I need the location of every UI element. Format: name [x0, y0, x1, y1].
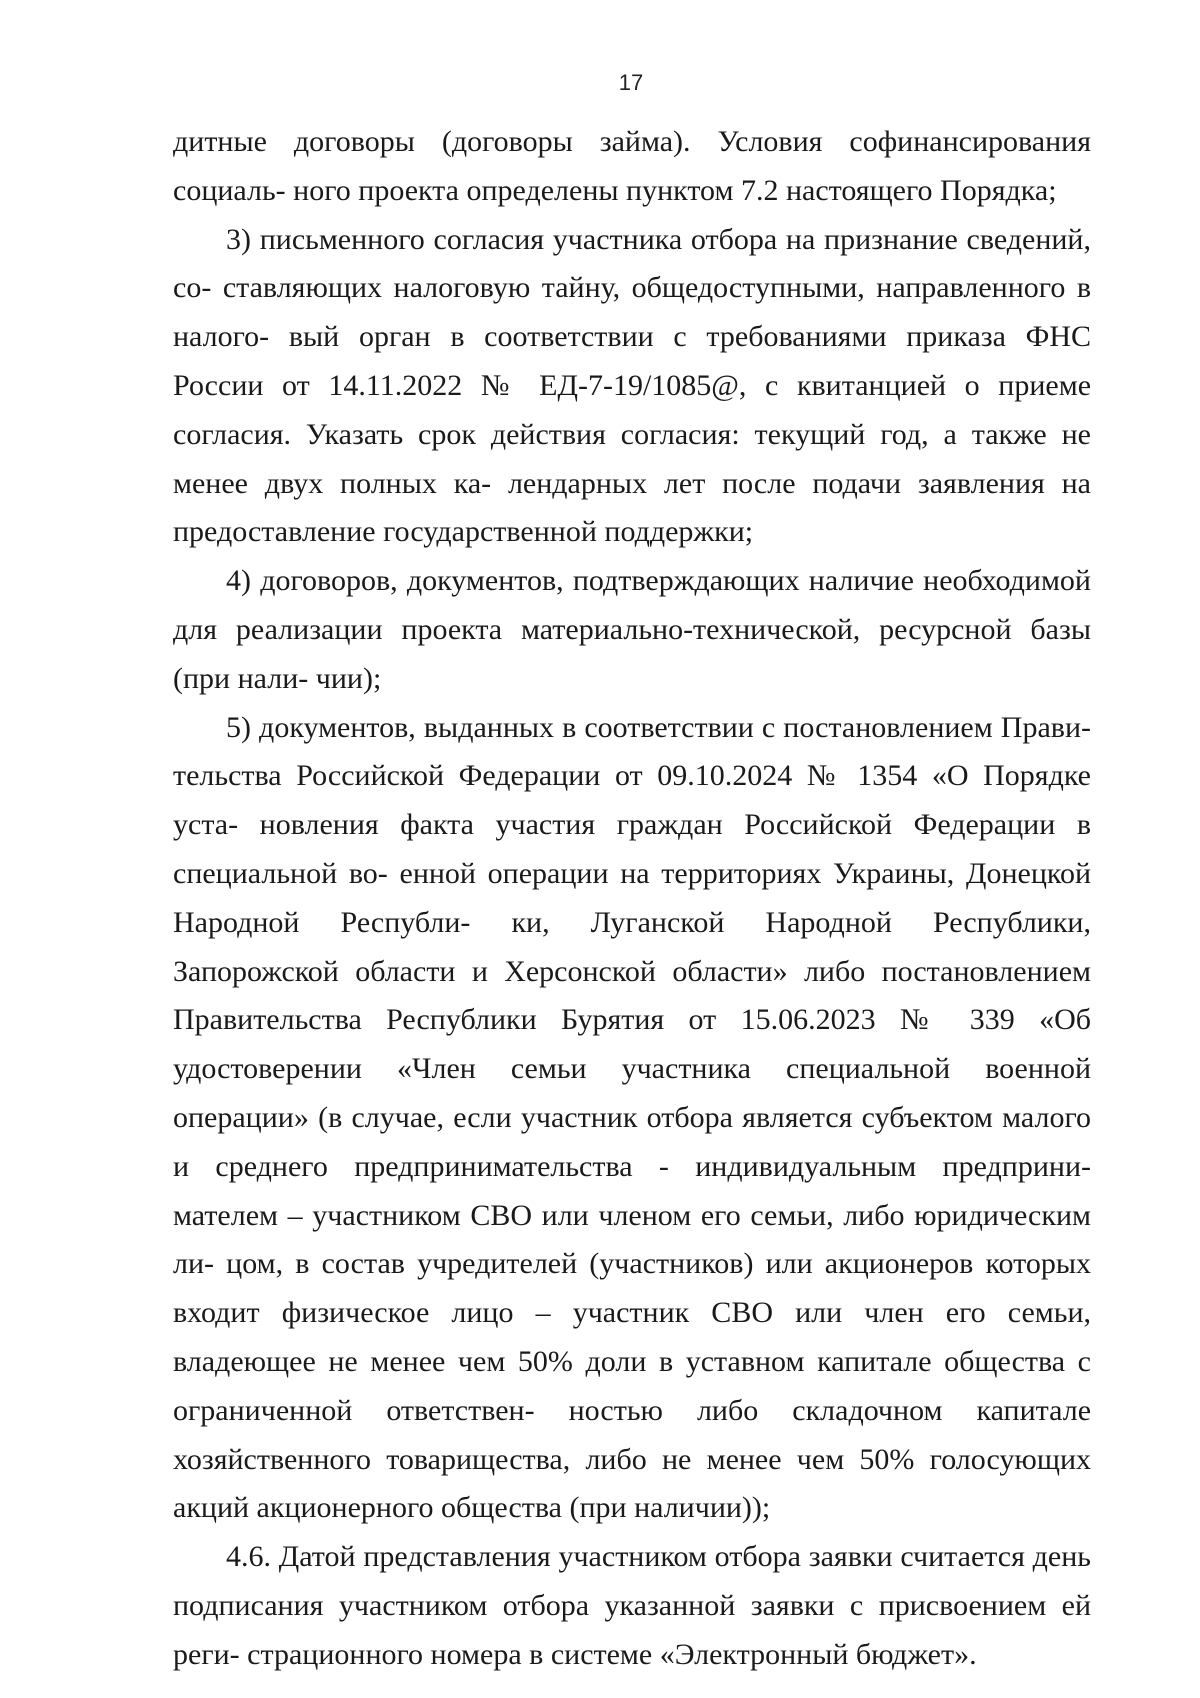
text-line: военной операции» (в случае, если участник отбора является субъектом	[173, 1052, 1091, 1134]
text-line: лендарных лет после подачи заявления на предоставление государственной	[173, 466, 1091, 549]
text-line: 15.06.2023 № 339 «Об удостоверении «Член семьи участника специальной	[173, 1003, 1092, 1086]
text-line: области» либо постановлением Правительства Республики Бурятия от	[173, 954, 1091, 1037]
text-line: тельства Российской Федерации от 09.10.2024 № 1354 «О Порядке уста-	[173, 759, 1091, 842]
text-line: реализации проекта материально-технической, ресурсной базы (при нали-	[173, 612, 1092, 695]
text-line: поддержки;	[604, 515, 754, 549]
paragraph-item-4	[173, 557, 1091, 703]
text-line: новления факта участия граждан Российской Федерации в специальной во-	[173, 808, 1091, 890]
paragraph-item-4-6	[173, 1533, 1091, 1679]
text-line: 3) письменного согласия участника отбора на признание сведений, со-	[173, 222, 1091, 305]
document-body	[173, 118, 1091, 1680]
text-line: страционного номера в системе «Электронный бюджет».	[247, 1637, 977, 1671]
text-line: срок действия согласия: текущий год, а также не менее двух полных ка-	[173, 417, 1091, 500]
text-line: 5) документов, выданных в соответствии с постановлением Прави-	[226, 710, 1091, 744]
text-line: вый орган в соответствии с требованиями приказа ФНС России от	[173, 320, 1091, 402]
text-line: чем 50% доли в уставном капитале общества с ограниченной ответствен-	[173, 1344, 1091, 1427]
paragraph-continuation	[173, 118, 1091, 216]
text-line: ностью либо складочном капитале хозяйственного товарищества, либо не	[173, 1393, 1092, 1476]
paragraph-item-3	[173, 216, 1091, 558]
text-line: менее чем 50% голосующих акций акционерного общества (при наличии));	[173, 1442, 1091, 1525]
text-line: ставляющих налоговую тайну, общедоступными, направленного в налого-	[173, 271, 1091, 354]
text-line: чии);	[315, 661, 382, 695]
text-line: 14.11.2022 № ЕД-7-19/1085@, с квитанцией о приеме согласия. Указать	[173, 368, 1092, 451]
text-line: 4) договоров, документов, подтверждающих наличие необходимой для	[173, 564, 1091, 646]
page-number: 17	[618, 70, 644, 95]
text-line: ки, Луганской Народной Республики, Запорожской области и Херсонской	[173, 905, 1091, 988]
text-line: енной операции на территориях Украины, Донецкой Народной Республи-	[173, 856, 1091, 939]
text-line: малого и среднего предпринимательства - индивидуальным предприни-	[173, 1100, 1091, 1183]
text-line: дитные договоры (договоры займа). Условия софинансирования социаль-	[173, 125, 1091, 207]
text-line: 4.6. Датой представления участником отбора заявки считается день	[226, 1540, 1091, 1574]
text-line: цом, в состав учредителей (участников) или акционеров которых входит	[173, 1247, 1092, 1330]
text-line: мателем – участником СВО или членом его семьи, либо юридическим ли-	[173, 1198, 1091, 1281]
text-line: ного проекта определены пунктом 7.2 настоящего Порядка;	[293, 173, 1057, 207]
text-line: физическое лицо – участник СВО или член его семьи, владеющее не менее	[173, 1296, 1091, 1378]
text-line: подписания участником отбора указанной заявки с присвоением ей реги-	[173, 1588, 1091, 1671]
paragraph-item-5	[173, 704, 1091, 1534]
